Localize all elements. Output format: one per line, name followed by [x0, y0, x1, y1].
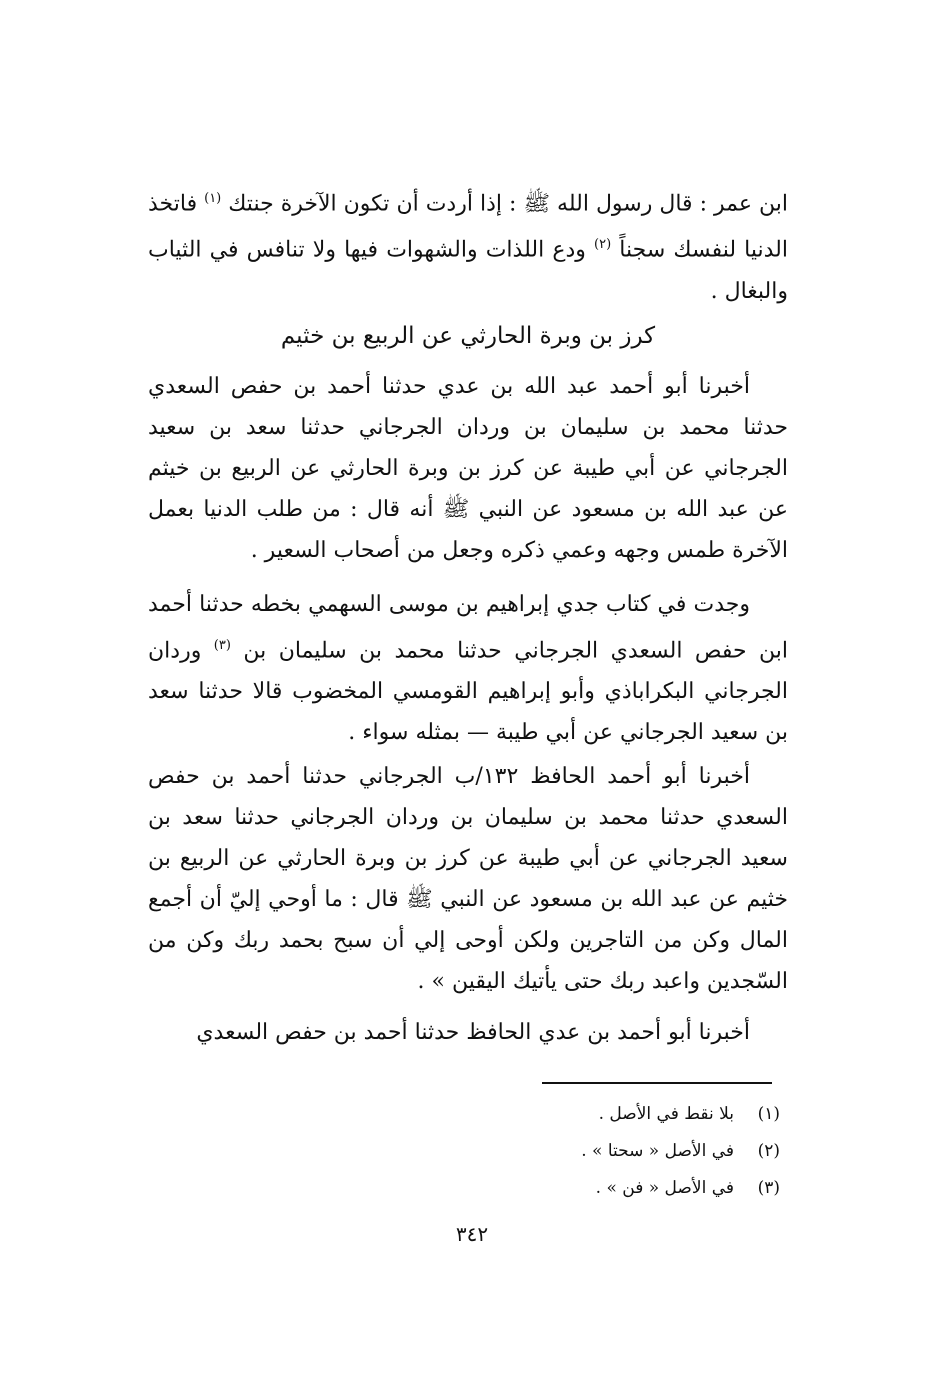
footnote-1-text: بلا نقط في الأصل . — [598, 1104, 734, 1124]
footnote-divider — [542, 1082, 772, 1084]
paragraph-1 — [148, 366, 788, 571]
paragraph-2 — [148, 584, 788, 753]
intro-line-2a: فاتخذ الدنيا لنفسك سجناً — [148, 191, 788, 263]
paragraph-4 — [148, 1012, 788, 1053]
intro-line-1: ابن عمر : قال رسول الله ﷺ : إذا أردت أن تكون الآخرة جنتك — [228, 191, 788, 217]
paragraph-2-part-b: وردان الجرجاني البكراباذي وأبو إبراهيم القومسي المخضوب قالا حدثنا سعد بن سعيد الجرجاني عن أبي طيبة — بمثله سواء . — [148, 638, 788, 746]
intro-line-2b: ودع اللذات والشهوات فيها ولا تنافس في الثياب والبغال . — [148, 237, 788, 304]
page-number: ٣٤٢ — [455, 1222, 489, 1246]
footnote-3-text: في الأصل « فن » . — [595, 1178, 734, 1198]
footnote-3-number: (٣) — [757, 1178, 780, 1198]
paragraph-1-text: أخبرنا أبو أحمد عبد الله بن عدي حدثنا أحمد بن حفص السعدي حدثنا محمد بن سليمان بن وردان الجرجاني حدثنا سعد بن سعيد الجرجاني عن أبي طيبة عن كرز بن وبرة الحارثي عن الربيع بن خيثم عن عبد الله بن مسعود عن النبي ﷺ أنه قال : من طلب الدنيا بعمل الآخرة طمس وجهه وعمي ذكره وجعل من أصحاب السعير . — [148, 374, 788, 563]
paragraph-4-text: أخبرنا أبو أحمد بن عدي الحافظ حدثنا أحمد بن حفص السعدي — [196, 1020, 750, 1045]
footnote-1 — [420, 1096, 780, 1133]
intro-paragraph — [148, 178, 788, 312]
footnote-ref-1: (١) — [204, 191, 222, 206]
footnote-ref-2: (٢) — [594, 237, 612, 253]
intro-text — [148, 178, 788, 312]
footnote-2 — [420, 1133, 780, 1170]
footnotes — [420, 1096, 780, 1207]
footnote-1-number: (١) — [757, 1104, 780, 1124]
footnote-2-number: (٢) — [757, 1141, 780, 1161]
section-heading: كرز بن وبرة الحارثي عن الربيع بن خثيم — [280, 323, 656, 349]
footnote-ref-3: (٣) — [213, 638, 231, 653]
footnote-3 — [420, 1170, 780, 1207]
paragraph-2-part-a: وجدت في كتاب جدي إبراهيم بن موسى السهمي بخطه حدثنا أحمد ابن حفص السعدي الجرجاني حدثنا محمد بن سليمان بن — [148, 592, 789, 664]
footnote-2-text: في الأصل « سحتا » . — [581, 1141, 734, 1161]
paragraph-3 — [148, 756, 788, 1002]
paragraph-3-text: أخبرنا أبو أحمد الحافظ ١٣٢/ب الجرجاني حدثنا أحمد بن حفص السعدي حدثنا محمد بن سليمان بن وردان الجرجاني حدثنا سعد بن سعيد الجرجاني عن أبي طيبة عن كرز بن وبرة الحارثي عن الربيع بن خثيم عن عبد الله بن مسعود عن النبي ﷺ قال : ما أوحي إليّ أن أجمع المال وكن من التاجرين ولكن أوحى إلي أن سبح بحمد ربك وكن من السّجدين واعبد ربك حتى يأتيك اليقين » . — [148, 764, 788, 994]
paragraph-2-text — [148, 584, 788, 753]
